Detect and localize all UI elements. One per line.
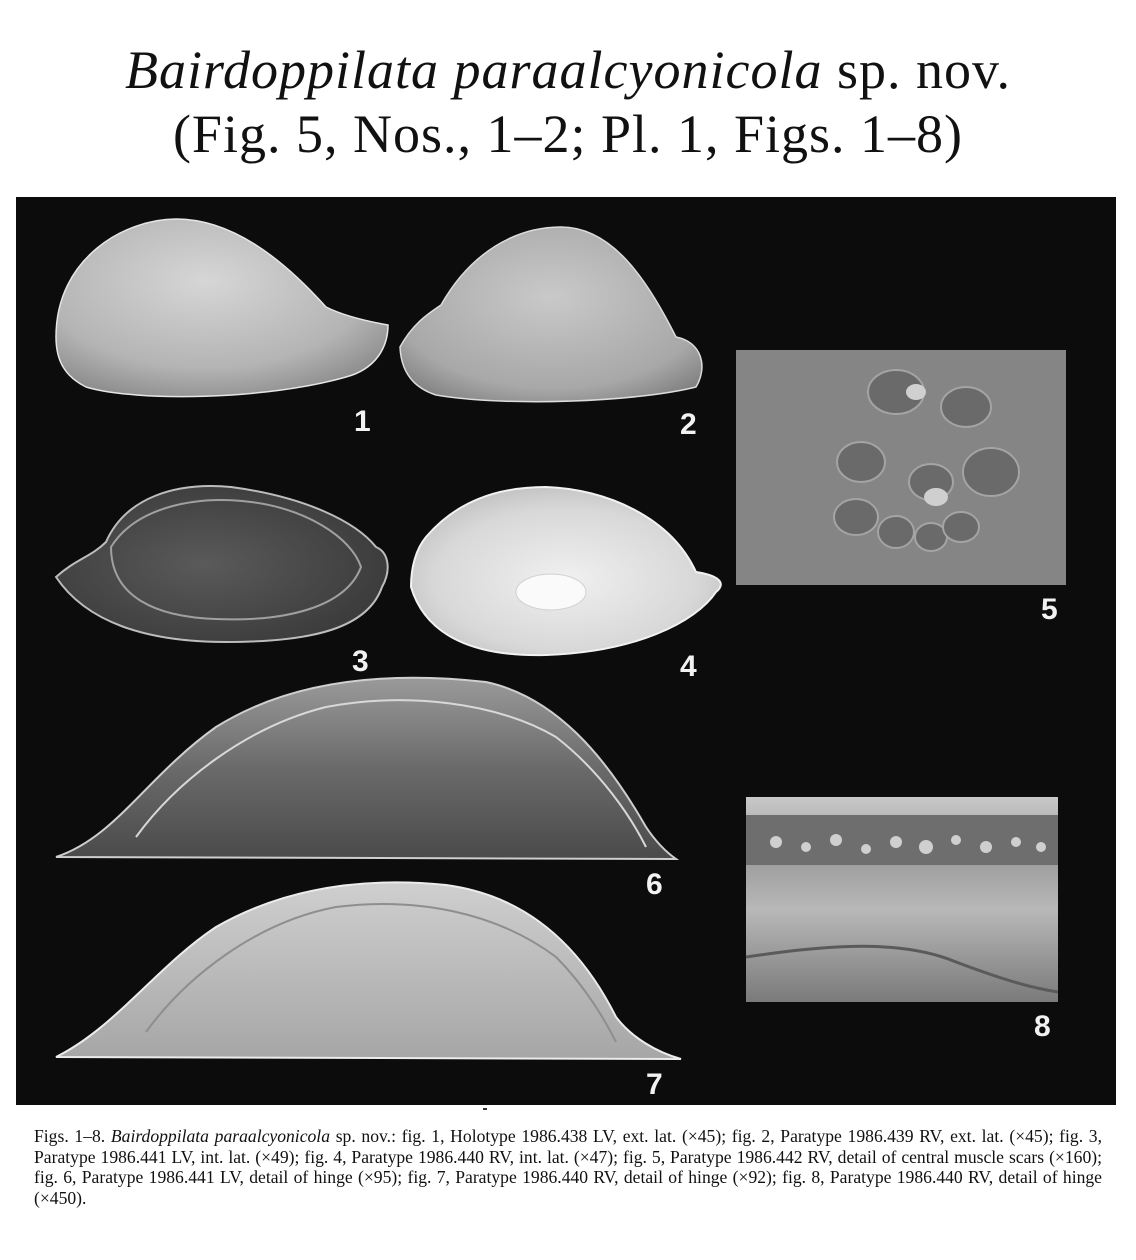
plate-illustration [16, 197, 1116, 1105]
photo-plate [16, 197, 1116, 1105]
specimen-fig-2 [400, 227, 702, 402]
figure-label-1: 1 [354, 405, 371, 438]
figure-caption [34, 1126, 1102, 1208]
specimen-fig-1 [56, 219, 388, 397]
page-title-line-2: (Fig. 5, Nos., 1–2; Pl. 1, Figs. 1–8) [172, 104, 964, 164]
species-name-title: Bairdoppilata paraalcyonicola [125, 40, 823, 100]
page-title-line-1 [0, 38, 1136, 102]
figure-label-7: 7 [646, 1068, 663, 1101]
specimen-fig-4 [411, 487, 721, 655]
specimen-fig-7 [56, 882, 681, 1059]
divider-mark [483, 1108, 487, 1110]
caption-prefix: Figs. 1–8. [34, 1126, 111, 1146]
caption-text: sp. nov.: fig. 1, Holotype 1986.438 LV, ext. lat. (×45); fig. 2, Paratype 1986.439 RV, ext. lat. (×45); fig. 3, Paratype 1986.441 LV, int. lat. (×49); fig. 4, Paratype 1986.440 RV, int. lat. (×47); fig. 5, Paratype 1986.442 RV, detail of central muscle scars (×160); fig. 6, Paratype 1986.441 LV, detail of hinge (×95); fig. 7, Paratype 1986.440 RV, detail of hinge (×92); fig. 8, Paratype 1986.440 RV, detail of hinge (×450). [34, 1126, 1102, 1208]
figure-label-6: 6 [646, 868, 663, 901]
title-sp-nov: sp. nov. [822, 40, 1011, 100]
figure-label-4: 4 [680, 650, 697, 683]
figure-label-2: 2 [680, 408, 697, 441]
figure-label-3: 3 [352, 645, 369, 678]
caption-species: Bairdoppilata paraalcyonicola [110, 1126, 330, 1146]
figure-label-8: 8 [1034, 1010, 1051, 1043]
figure-label-5: 5 [1041, 593, 1058, 626]
specimen-fig-6 [56, 678, 676, 859]
